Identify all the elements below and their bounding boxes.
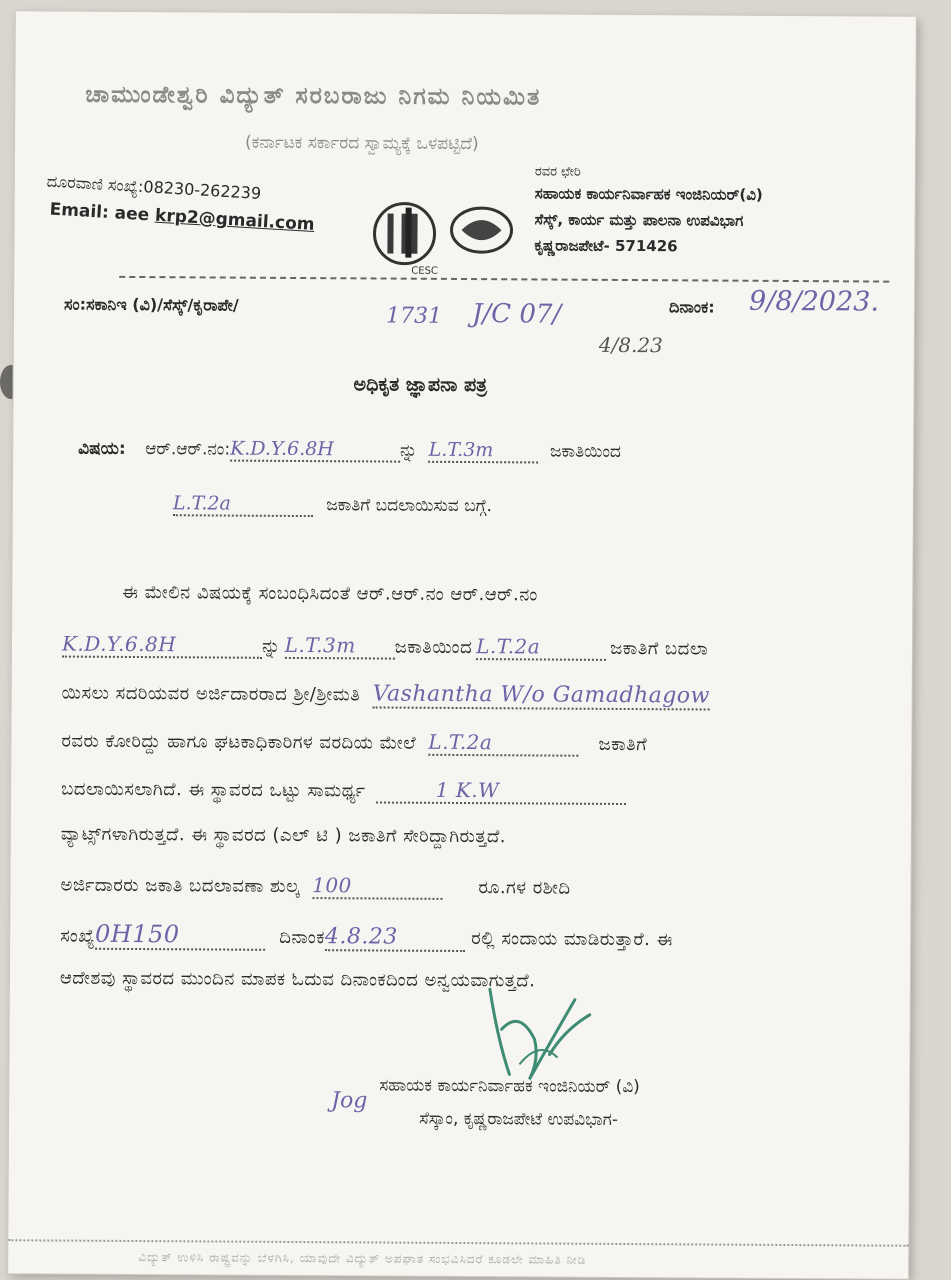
org-name: ಚಾಮುಂಡೇಶ್ವರಿ ವಿದ್ಯುತ್ ಸರಬರಾಜು ನಿಗಮ ನಿಯಮಿತ (85, 81, 542, 111)
office-line-2: ಸಹಾಯಕ ಕಾರ್ಯನಿರ್ವಾಹಕ ಇಂಜಿನಿಯರ್(ವಿ) (534, 184, 763, 204)
body-line-7 (60, 872, 570, 901)
body-line-2 (62, 632, 708, 662)
reference-code: J/C 07/ (471, 299, 562, 330)
body-line-6: ವ್ಯಾಟ್ಸ್‌ಗಳಾಗಿರುತ್ತದೆ. ಈ ಸ್ಥಾವರದ (ಎಲ್ ಟಿ ) ಜಕಾತಿಗೆ ಸೇರಿದ್ದಾಗಿರುತ್ತದೆ. (60, 823, 507, 848)
subject-line-1 (78, 437, 621, 464)
subject-from-suffix: ಜಕಾತಿಯಿಂದ (549, 441, 621, 462)
body-from-suffix: ಜಕಾತಿಯಿಂದ (394, 636, 473, 659)
body-receipt-label: ಸಂಖ್ಯೆ (60, 925, 96, 947)
date-value: 9/8/2023. (749, 285, 880, 318)
body-tariff-suffix: ಜಕಾತಿಗೆ (598, 733, 648, 756)
body-to-tariff: L.T.2a (476, 634, 606, 661)
office-line-1: ರವರ ಛೇರಿ (534, 164, 581, 180)
applicant-name: Vashantha W/o Gamadhagow (372, 681, 711, 709)
body-from-tariff: L.T.3m (285, 633, 395, 660)
body-report-text: ರವರು ಕೋರಿದ್ದು ಹಾಗೂ ಘಟಕಾಧಿಕಾರಿಗಳ ವರದಿಯ ಮೇಲೆ (61, 730, 417, 754)
body-fee-suffix: ರೂ.ಗಳ ರಶೀದಿ (478, 877, 571, 899)
email-value: krp2@gmail.com (154, 205, 316, 235)
subject-rr-value: K.D.Y.6.8H (230, 438, 400, 463)
body-nu: ನ್ನು (261, 635, 281, 657)
signature-mark (479, 979, 630, 1090)
body-to-suffix: ಜಕಾತಿಗೆ ಬದಲಾ (610, 637, 709, 660)
subject-nu: ನ್ನು (400, 440, 418, 461)
phone-number: ದೂರವಾಣಿ ಸಂಖ್ಯೆ:08230-262239 (46, 171, 262, 203)
initials: Jog (331, 1088, 368, 1114)
body-fee-text: ಅರ್ಜಿದಾರರು ಜಕಾತಿ ಬದಲಾವಣಾ ಶುಲ್ಕ (60, 874, 300, 898)
body-receipt-date: 4.8.23 (325, 924, 465, 952)
body-approved-tariff: L.T.2a (428, 730, 578, 757)
applicant-label: ಯಿಸಲು ಸದರಿಯವರ ಅರ್ಜಿದಾರರಾದ ಶ್ರೀ/ಶ್ರೀಮತಿ (61, 682, 361, 706)
subject-line-2 (173, 492, 492, 518)
body-line-9: ಆದೇಶವು ಸ್ಥಾವರದ ಮುಂದಿನ ಮಾಪಕ ಓದುವ ದಿನಾಂಕದಿಂದ ಅನ್ವಯವಾಗುತ್ತದೆ. (59, 967, 536, 992)
footer-text: ವಿದ್ಯುತ್ ಉಳಿಸಿ ರಾಷ್ಟ್ರವನ್ನು ಬೆಳಗಿಸಿ, ಯಾವುದೇ ವಿದ್ಯುತ್ ಅಪಘಾತ ಸಂಭವಿಸಿದರೆ ಕೂಡಲೇ ಮಾಹಿತಿ ನೀಡಿ (138, 1250, 587, 1267)
body-line-5 (61, 776, 626, 805)
email-line (49, 199, 315, 234)
cesc-logo (369, 191, 520, 278)
date-label: ದಿನಾಂಕ: (669, 297, 715, 317)
reference-number: 1731 (385, 303, 443, 329)
body-receipt-number: 0H150 (95, 920, 265, 951)
subject-to-suffix: ಜಕಾತಿಗೆ ಬದಲಾಯಿಸುವ ಬಗ್ಗೆ. (326, 495, 492, 517)
body-line-1: ಈ ಮೇಲಿನ ವಿಷಯಕ್ಕೆ ಸಂಬಂಧಿಸಿದಂತೆ ಆರ್.ಆರ್.ನಂ ಆರ್.ಆರ್.ನಂ (122, 581, 538, 606)
body-payment-text: ರಲ್ಲಿ ಸಂದಾಯ ಮಾಡಿರುತ್ತಾರೆ. ಈ (471, 928, 673, 951)
org-subtitle: (ಕರ್ನಾಟಕ ಸರ್ಕಾರದ ಸ್ವಾಮ್ಯಕ್ಕೆ ಒಳಪಟ್ಟಿದೆ) (245, 132, 479, 155)
document-page (8, 11, 916, 1278)
reference-label: ಸಂ:ಸಕಾನಿಇ (ವಿ)/ಸೆಸ್ಕ್/ಕೃರಾಪೇ/ (64, 294, 239, 315)
subject-to-tariff: L.T.2a (173, 492, 313, 517)
body-rr-value: K.D.Y.6.8H (62, 632, 262, 659)
document-title: ಅಧಿಕೃತ ಜ್ಞಾಪನಾ ಪತ್ರ (353, 373, 488, 397)
logo-caption: CESC (411, 265, 438, 277)
body-line-4 (61, 728, 647, 758)
body-capacity-value: 1 K.W (376, 777, 626, 805)
body-receipt-date-label: ದಿನಾಂಕ (279, 926, 325, 949)
body-capacity-text: ಬದಲಾಯಿಸಲಾಗಿದೆ. ಈ ಸ್ಥಾವರದ ಒಟ್ಟು ಸಾಮರ್ಥ್ಯ (61, 778, 366, 802)
body-line-8 (60, 920, 673, 954)
signatory-designation: ಸಹಾಯಕ ಕಾರ್ಯನಿರ್ವಾಹಕ ಇಂಜಿನಿಯರ್ (ವಿ) (379, 1075, 640, 1098)
email-label: Email: aee (49, 199, 150, 226)
body-line-3 (62, 680, 710, 709)
subject-rr-label: ಆರ್.ಆರ್.ನಂ: (145, 439, 231, 460)
signatory-office: ಸೆಸ್ಕಾಂ, ಕೃಷ್ಣರಾಜಪೇಟೆ ಉಪವಿಭಾಗ- (419, 1108, 619, 1130)
office-line-4: ಕೃಷ್ಣರಾಜಪೇಟೆ- 571426 (534, 236, 678, 256)
subject-from-tariff: L.T.3m (429, 439, 539, 464)
subject-label: ವಿಷಯ: (78, 438, 126, 459)
office-line-3: ಸೆಸ್ಕ್, ಕಾರ್ಯ ಮತ್ತು ಪಾಲನಾ ಉಪವಿಭಾಗ (534, 210, 744, 230)
body-fee-value: 100 (312, 873, 442, 900)
reference-sub-date: 4/8.23 (598, 332, 663, 358)
